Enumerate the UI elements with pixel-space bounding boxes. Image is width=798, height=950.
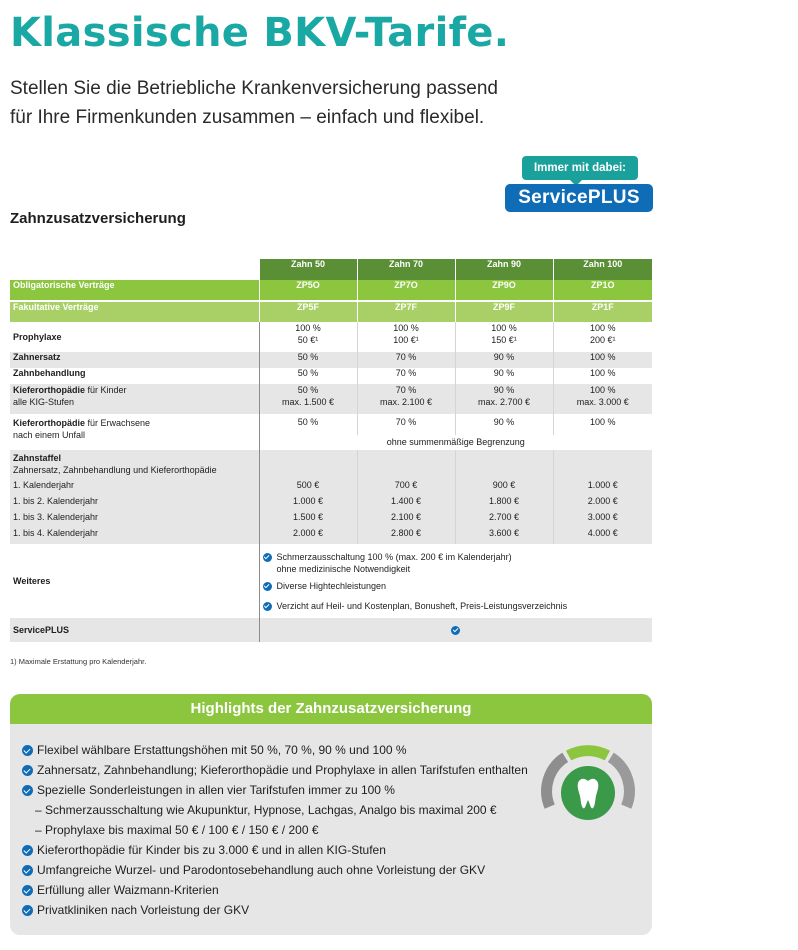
label-bold: Kieferorthopädie bbox=[13, 418, 86, 428]
check-icon bbox=[22, 845, 33, 856]
highlight-text: Umfangreiche Wurzel- und Parodontosebehandlung auch ohne Vorleistung der GKV bbox=[37, 863, 486, 877]
row-zahnbehandlung bbox=[10, 368, 652, 384]
row-prophylaxe bbox=[10, 322, 652, 352]
cell-value: 50 % bbox=[259, 414, 357, 435]
weiteres-list bbox=[259, 544, 652, 618]
cell-value: 1.000 € bbox=[259, 496, 357, 512]
check-icon bbox=[263, 582, 272, 591]
cell-value: 2.000 € bbox=[553, 496, 652, 512]
row-kfo-erwachsene bbox=[10, 414, 652, 435]
row-label: 1. bis 3. Kalenderjahr bbox=[10, 512, 259, 528]
tariff-code: ZP5O bbox=[259, 280, 357, 301]
check-icon bbox=[451, 626, 460, 635]
row-kfo-kinder bbox=[10, 384, 652, 414]
highlight-item bbox=[22, 760, 528, 780]
highlights-title: Highlights der Zahnzusatzversicherung bbox=[10, 694, 652, 724]
zahnstaffel-sublabel: Zahnersatz, Zahnbehandlung und Kieferorthopädie bbox=[13, 465, 217, 475]
cell-value: 100 % bbox=[295, 323, 321, 333]
cell-value: 3.600 € bbox=[455, 528, 553, 544]
row-weiteres bbox=[10, 544, 652, 618]
label-rest: für Erwachsene bbox=[85, 418, 151, 428]
tariff-code: ZP7O bbox=[357, 280, 455, 301]
cell-value: 1.400 € bbox=[357, 496, 455, 512]
subtitle-line-2: für Ihre Firmenkunden zusammen – einfach und flexibel. bbox=[10, 107, 485, 128]
highlight-item bbox=[22, 840, 528, 860]
check-icon bbox=[263, 602, 272, 611]
row-zahnstaffel bbox=[10, 480, 652, 496]
section-title: Zahnzusatzversicherung bbox=[10, 210, 186, 227]
serviceplus-cell bbox=[259, 618, 652, 642]
table-header-row bbox=[10, 259, 652, 280]
tariff-table bbox=[10, 259, 652, 642]
row-zahnstaffel bbox=[10, 528, 652, 544]
highlight-text: – Prophylaxe bis maximal 50 € / 100 € / 150 € / 200 € bbox=[35, 823, 319, 837]
check-icon bbox=[22, 865, 33, 876]
cell-value: 50 % bbox=[297, 385, 319, 395]
row-label bbox=[10, 384, 259, 414]
row-label: 1. bis 2. Kalenderjahr bbox=[10, 496, 259, 512]
cell-value: 50 % bbox=[259, 368, 357, 384]
highlights-box bbox=[10, 694, 652, 935]
header-empty-cell bbox=[10, 259, 259, 280]
highlight-text: Erfüllung aller Waizmann-Kriterien bbox=[37, 883, 219, 897]
column-header: Zahn 50 bbox=[259, 259, 357, 280]
column-header: Zahn 100 bbox=[553, 259, 652, 280]
immer-mit-dabei-badge: Immer mit dabei: bbox=[522, 156, 638, 180]
weiteres-item-text: Verzicht auf Heil- und Kostenplan, Bonusheft, Preis-Leistungsverzeichnis bbox=[276, 600, 568, 611]
highlight-item bbox=[22, 860, 528, 880]
column-header: Zahn 90 bbox=[455, 259, 553, 280]
no-limit-note: ohne summenmäßige Begrenzung bbox=[259, 435, 652, 450]
weiteres-item bbox=[263, 580, 653, 592]
row-label: 1. bis 4. Kalenderjahr bbox=[10, 528, 259, 544]
highlight-text: Spezielle Sonderleistungen in allen vier Tarifstufen immer zu 100 % bbox=[37, 783, 395, 797]
cell-value: 1.000 € bbox=[553, 480, 652, 496]
check-icon bbox=[22, 905, 33, 916]
check-icon bbox=[22, 745, 33, 756]
cell-value: 100 % bbox=[553, 368, 652, 384]
row-label: Obligatorische Verträge bbox=[10, 280, 259, 301]
cell-value: 100 % bbox=[589, 323, 616, 333]
cell-value: 4.000 € bbox=[553, 528, 652, 544]
highlight-text: Zahnersatz, Zahnbehandlung; Kieferorthopädie und Prophylaxe in allen Tarifstufen enthalten bbox=[37, 763, 528, 777]
weiteres-item bbox=[263, 551, 653, 575]
cell-value: 50 % bbox=[259, 352, 357, 368]
tariff-code: ZP9O bbox=[455, 280, 553, 301]
row-label bbox=[10, 450, 259, 480]
label-bold: Kieferorthopädie bbox=[13, 385, 86, 395]
cell-value: 90 % bbox=[455, 368, 553, 384]
tariff-code: ZP1O bbox=[553, 280, 652, 301]
cell-value: 50 €¹ bbox=[297, 335, 319, 345]
row-obligatorische-vertraege bbox=[10, 280, 652, 301]
cell-value: 1.800 € bbox=[455, 496, 553, 512]
row-label: Zahnbehandlung bbox=[10, 368, 259, 384]
row-label: Zahnersatz bbox=[10, 352, 259, 368]
cell-value: 90 % bbox=[455, 414, 553, 435]
label-line-2: nach einem Unfall bbox=[13, 430, 86, 440]
tooth-gauge-icon bbox=[538, 738, 638, 848]
page-subtitle bbox=[10, 74, 630, 132]
cell-value: 2.000 € bbox=[259, 528, 357, 544]
highlight-item bbox=[22, 880, 528, 900]
cell-value: 1.500 € bbox=[259, 512, 357, 528]
weiteres-item-text: Schmerzausschaltung 100 % (max. 200 € im Kalenderjahr) bbox=[276, 551, 512, 562]
row-zahnstaffel bbox=[10, 512, 652, 528]
weiteres-item-text: Diverse Hightechleistungen bbox=[276, 580, 387, 591]
tariff-code: ZP5F bbox=[259, 301, 357, 322]
cell-value: 100 % bbox=[553, 414, 652, 435]
highlights-list bbox=[22, 740, 528, 920]
highlight-text: – Schmerzausschaltung wie Akupunktur, Hypnose, Lachgas, Analgo bis maximal 200 € bbox=[35, 803, 497, 817]
check-icon bbox=[263, 553, 272, 562]
highlight-text: Flexibel wählbare Erstattungshöhen mit 50 %, 70 %, 90 % und 100 % bbox=[37, 743, 407, 757]
highlight-subitem bbox=[22, 800, 528, 820]
cell-value: 100 % bbox=[553, 352, 652, 368]
subtitle-line-1: Stellen Sie die Betriebliche Krankenversicherung passend bbox=[10, 78, 498, 99]
cell-value: 700 € bbox=[357, 480, 455, 496]
weiteres-item-text-line2: ohne medizinische Notwendigkeit bbox=[276, 563, 411, 574]
row-zahnersatz bbox=[10, 352, 652, 368]
cell-value: max. 2.100 € bbox=[379, 397, 433, 407]
cell-value: max. 2.700 € bbox=[477, 397, 531, 407]
highlight-item bbox=[22, 900, 528, 920]
row-serviceplus bbox=[10, 618, 652, 642]
row-zahnstaffel bbox=[10, 496, 652, 512]
cell-value: 100 % bbox=[491, 323, 517, 333]
cell-value: 90 % bbox=[455, 352, 553, 368]
row-zahnstaffel-header bbox=[10, 450, 652, 480]
cell-value: 200 €¹ bbox=[589, 335, 616, 345]
cell-value: 2.700 € bbox=[455, 512, 553, 528]
cell-value: 3.000 € bbox=[553, 512, 652, 528]
highlight-item bbox=[22, 740, 528, 760]
zahnstaffel-label: Zahnstaffel bbox=[13, 453, 62, 463]
label-rest: für Kinder bbox=[85, 385, 127, 395]
cell-value: max. 1.500 € bbox=[281, 397, 335, 407]
cell-value: 2.100 € bbox=[357, 512, 455, 528]
cell-value: 900 € bbox=[455, 480, 553, 496]
row-label: Prophylaxe bbox=[10, 322, 259, 352]
cell-value: 100 €¹ bbox=[393, 335, 419, 345]
row-label: Weiteres bbox=[10, 544, 259, 618]
highlight-item bbox=[22, 780, 528, 800]
cell-value: 150 €¹ bbox=[491, 335, 517, 345]
highlight-text: Privatkliniken nach Vorleistung der GKV bbox=[37, 903, 250, 917]
cell-value: 90 % bbox=[493, 385, 515, 395]
tariff-code: ZP9F bbox=[455, 301, 553, 322]
footnote: 1) Maximale Erstattung pro Kalenderjahr. bbox=[10, 657, 147, 666]
serviceplus-badge: ServicePLUS bbox=[505, 184, 653, 212]
tariff-code: ZP1F bbox=[553, 301, 652, 322]
cell-value: 70 % bbox=[357, 352, 455, 368]
cell-value: 70 % bbox=[357, 368, 455, 384]
highlight-text: Kieferorthopädie für Kinder bis zu 3.000 € und in allen KIG-Stufen bbox=[37, 843, 386, 857]
gauge-segment-2 bbox=[569, 751, 608, 756]
cell-value: 70 % bbox=[357, 414, 455, 435]
row-label bbox=[10, 414, 259, 450]
highlight-subitem bbox=[22, 820, 528, 840]
row-label: ServicePLUS bbox=[10, 618, 259, 642]
row-label: 1. Kalenderjahr bbox=[10, 480, 259, 496]
row-fakultative-vertraege bbox=[10, 301, 652, 322]
page-title: Klassische BKV-Tarife. bbox=[10, 10, 510, 56]
cell-value: max. 3.000 € bbox=[576, 397, 629, 407]
check-icon bbox=[22, 765, 33, 776]
cell-value: 2.800 € bbox=[357, 528, 455, 544]
tariff-code: ZP7F bbox=[357, 301, 455, 322]
cell-value: 100 % bbox=[589, 385, 616, 395]
check-icon bbox=[22, 785, 33, 796]
cell-value: 500 € bbox=[259, 480, 357, 496]
row-label: Fakultative Verträge bbox=[10, 301, 259, 322]
cell-value: 70 % bbox=[395, 385, 417, 395]
label-line-2: alle KIG-Stufen bbox=[13, 397, 75, 407]
column-header: Zahn 70 bbox=[357, 259, 455, 280]
weiteres-item bbox=[263, 600, 653, 612]
check-icon bbox=[22, 885, 33, 896]
cell-value: 100 % bbox=[393, 323, 419, 333]
